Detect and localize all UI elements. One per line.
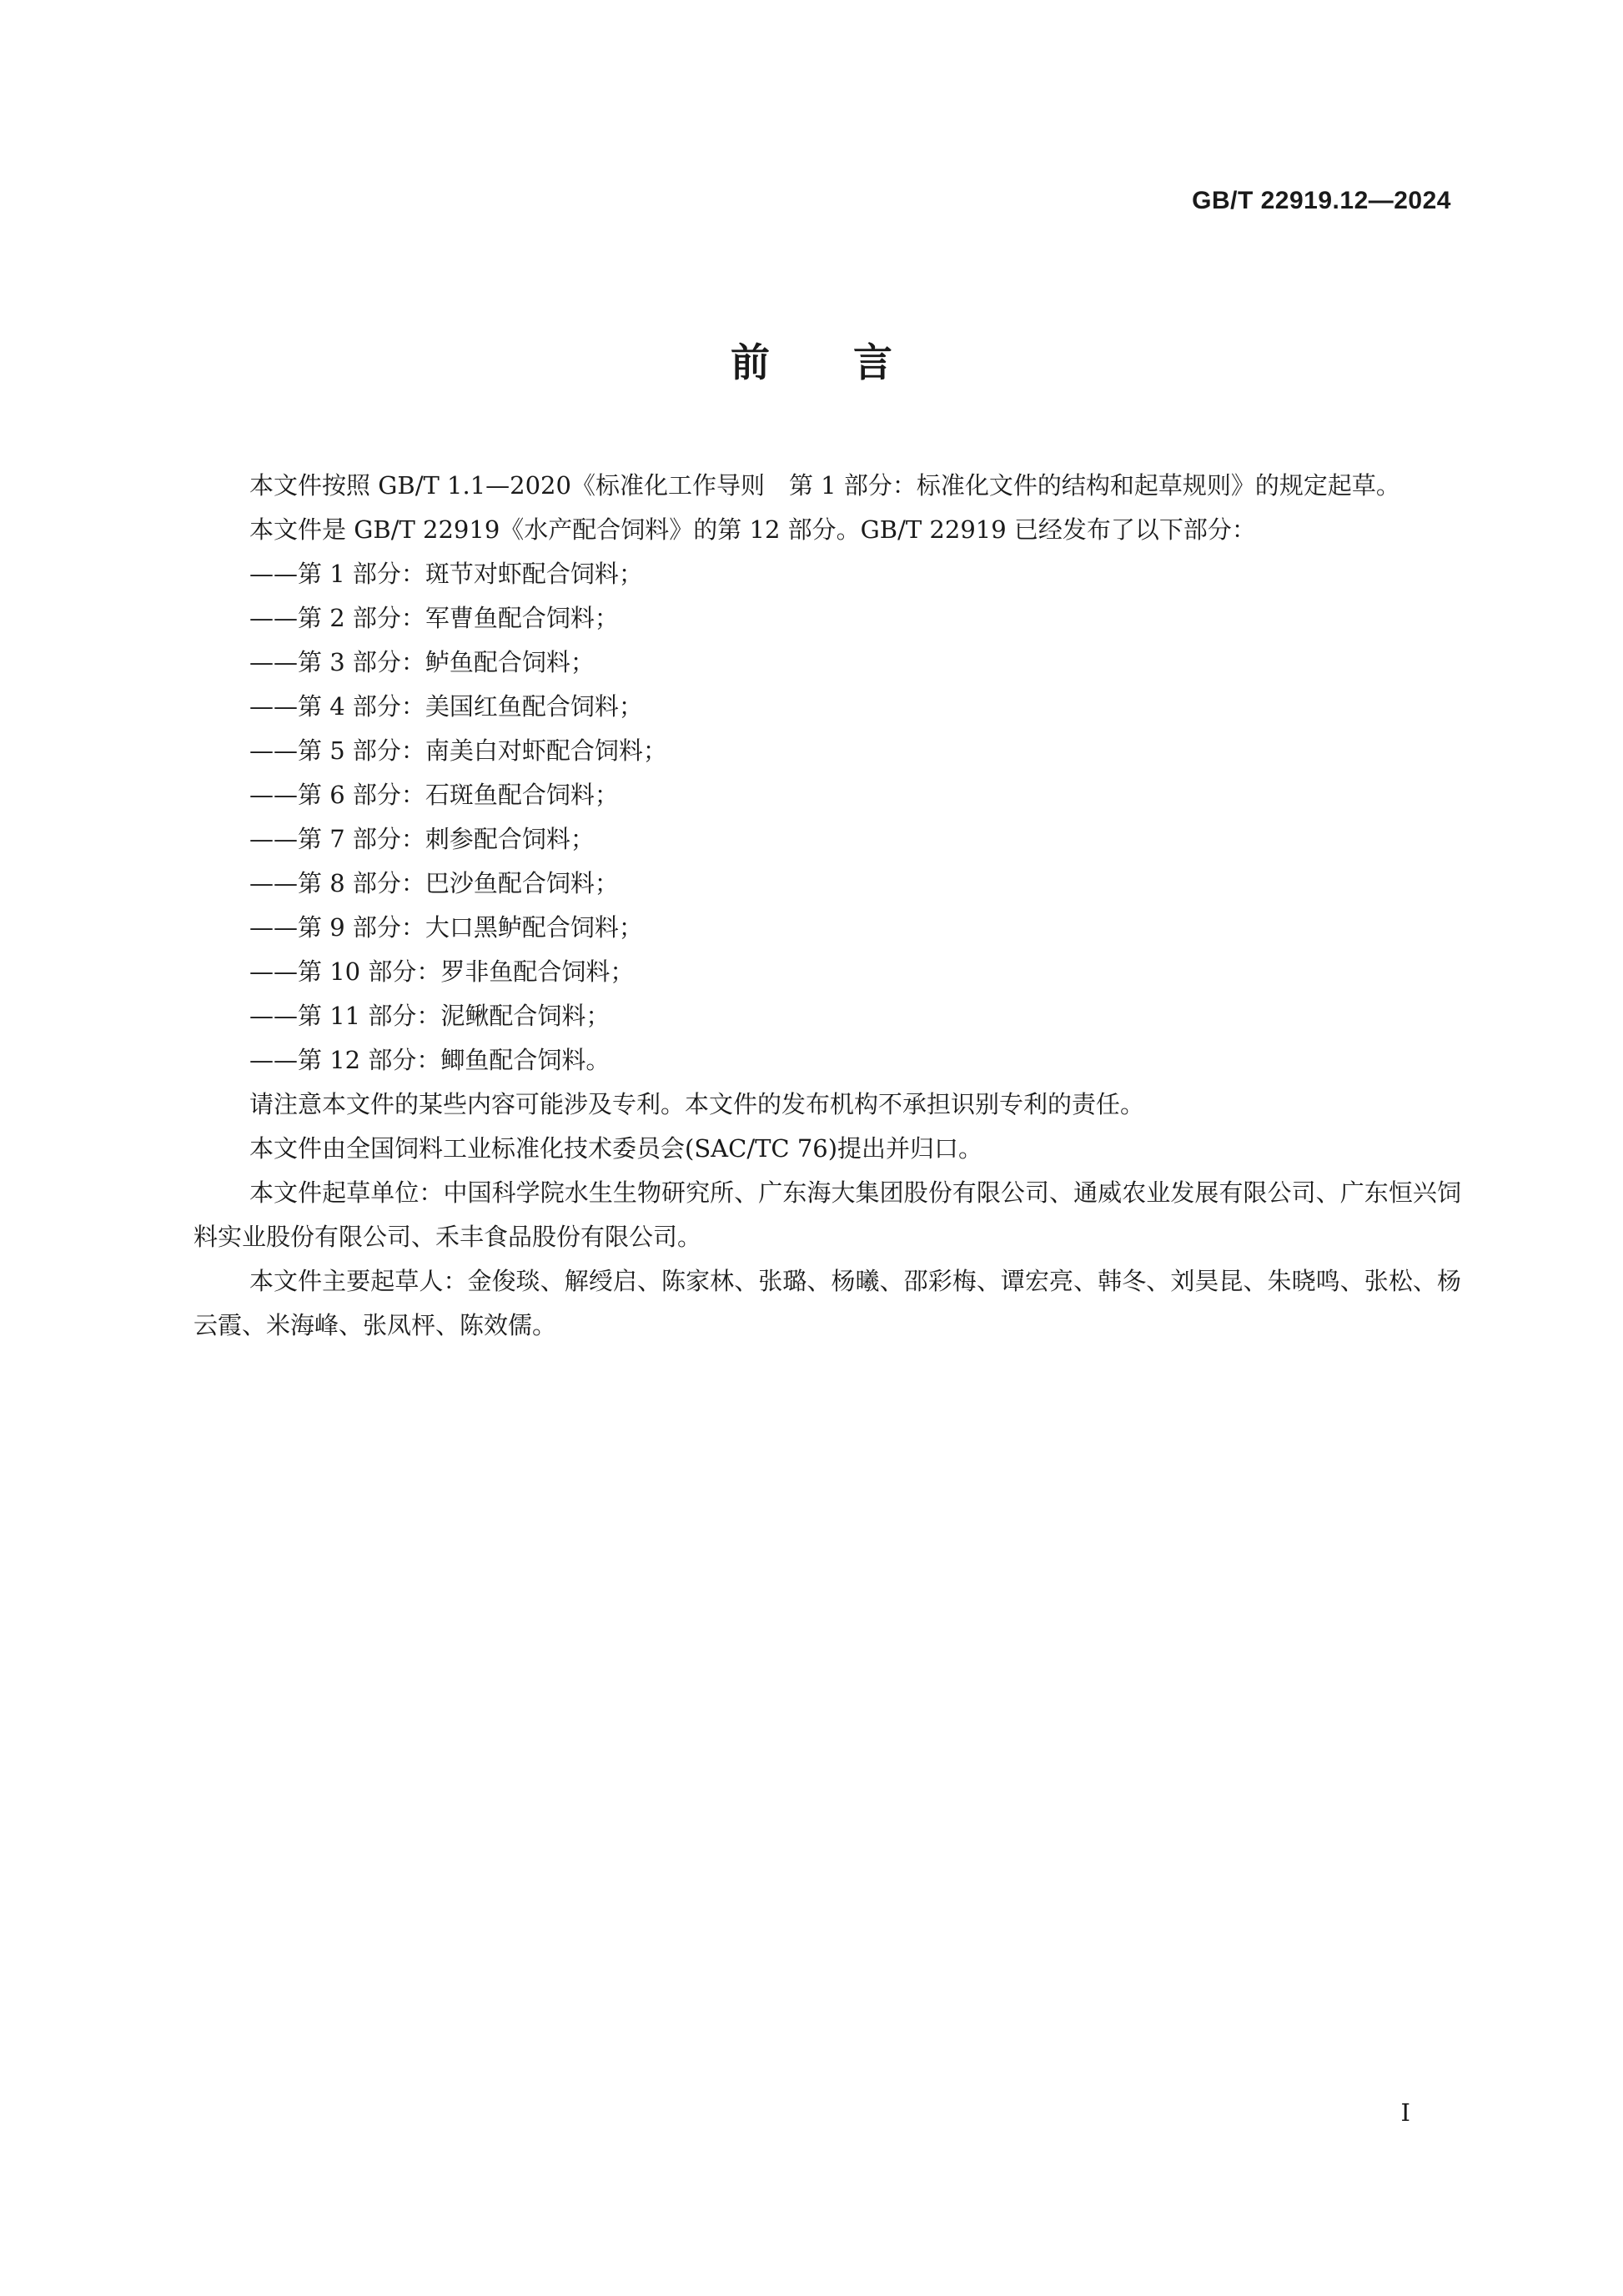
paragraph-proposing-body: 本文件由全国饲料工业标准化技术委员会(SAC/TC 76)提出并归口。 <box>249 1134 983 1163</box>
foreword-body <box>193 464 1461 1348</box>
list-item: ——第 1 部分：斑节对虾配合饲料； <box>249 560 643 588</box>
list-item: ——第 12 部分：鲫鱼配合饲料。 <box>249 1046 611 1074</box>
list-item: ——第 4 部分：美国红鱼配合饲料； <box>249 692 643 721</box>
list-item: ——第 2 部分：军曹鱼配合饲料； <box>249 604 619 632</box>
list-item: ——第 3 部分：鲈鱼配合饲料； <box>249 648 595 676</box>
paragraph-series-intro: 本文件是 GB/T 22919《水产配合饲料》的第 12 部分。GB/T 22919 已经发布了以下部分： <box>249 515 1256 544</box>
list-item: ——第 9 部分：大口黑鲈配合饲料； <box>249 913 643 942</box>
paragraph-drafting-units: 本文件起草单位：中国科学院水生生物研究所、广东海大集团股份有限公司、通威农业发展有限公司、广东恒兴饲料实业股份有限公司、禾丰食品股份有限公司。 <box>193 1178 1461 1251</box>
list-item: ——第 10 部分：罗非鱼配合饲料； <box>249 957 635 986</box>
paragraph-drafters: 本文件主要起草人：金俊琰、解绶启、陈家林、张璐、杨曦、邵彩梅、谭宏亮、韩冬、刘昊昆、朱晓鸣、张松、杨云霞、米海峰、张凤枰、陈效儒。 <box>193 1267 1461 1339</box>
list-item: ——第 11 部分：泥鳅配合饲料； <box>249 1002 611 1030</box>
paragraph-patent-notice: 请注意本文件的某些内容可能涉及专利。本文件的发布机构不承担识别专利的责任。 <box>249 1090 1145 1118</box>
title-char-2: 言 <box>853 340 892 386</box>
title-char-1: 前 <box>731 340 770 386</box>
page-number: Ⅰ <box>1400 2098 1410 2127</box>
list-item: ——第 7 部分：刺参配合饲料； <box>249 825 595 853</box>
list-item: ——第 8 部分：巴沙鱼配合饲料； <box>249 869 619 897</box>
list-item: ——第 5 部分：南美白对虾配合饲料； <box>249 736 667 765</box>
list-item: ——第 6 部分：石斑鱼配合饲料； <box>249 781 619 809</box>
parts-list <box>193 552 1461 1083</box>
paragraph-drafting-rules: 本文件按照 GB/T 1.1—2020《标准化工作导则 第 1 部分：标准化文件的结构和起草规则》的规定起草。 <box>249 471 1400 500</box>
page-title <box>0 332 1623 388</box>
standard-code: GB/T 22919.12—2024 <box>1192 187 1451 214</box>
